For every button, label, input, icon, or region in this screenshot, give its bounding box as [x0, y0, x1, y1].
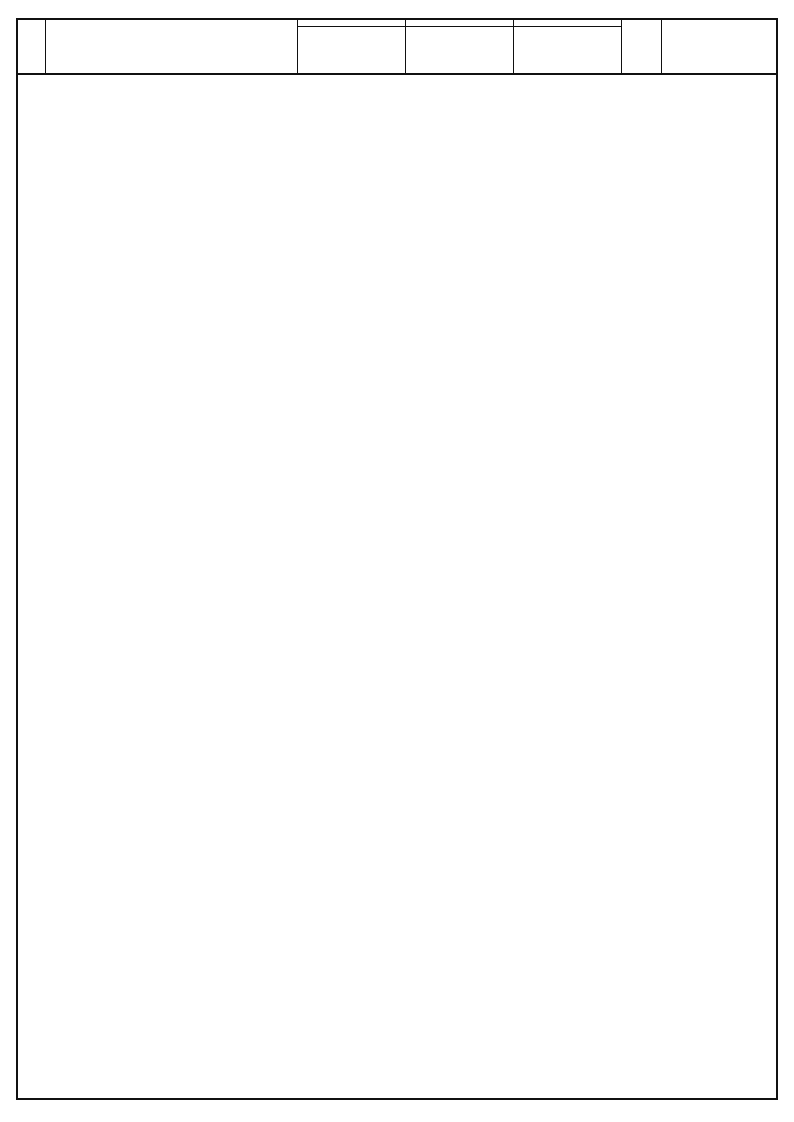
nutrition-header: [622, 20, 662, 75]
green-food-header: [514, 20, 622, 75]
page-title: [46, 20, 298, 75]
memo-header: [662, 20, 776, 75]
yellow-food-header: [298, 20, 406, 75]
red-food-header: [406, 20, 514, 75]
day-header: [18, 20, 46, 75]
menu-sheet: [16, 18, 778, 1100]
